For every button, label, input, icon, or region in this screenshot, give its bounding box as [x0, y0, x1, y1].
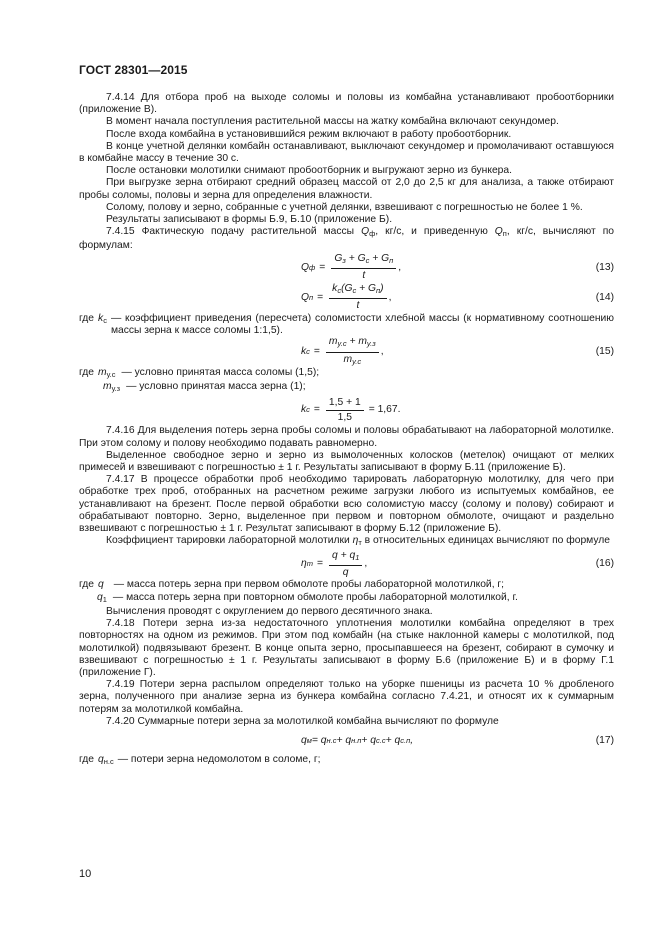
document-header: ГОСТ 28301—2015 [79, 63, 188, 77]
paragraph-7-4-14: 7.4.14 Для отбора проб на выходе соломы и половы из комбайна устанавливают пробоотборники (приложение В). [79, 92, 614, 116]
paragraph-7-4-19: 7.4.19 Потери зерна распылом определяют только на уборке пшеницы из расчета 10 % дробленого зерна, полученного при анализе зерна из бункера комбайна согласно 7.4.21, и относят их к суммарным потерям за молотилкой комбайна. [79, 679, 614, 715]
definition-kc: где $k_с$ — коэффициент приведения (пересчета) соломистости хлебной массы (к нормативному соотношению массы зерна к массе соломы 1:1,5). [79, 312, 614, 336]
definition-q: где q — масса потерь зерна при первом обмолоте пробы лабораторной молотилкой, г; [79, 579, 505, 591]
equation-number: (14) [595, 291, 614, 303]
paragraph-7-4-20: 7.4.20 Суммарные потери зерна за молотилкой комбайна вычисляют по формуле [106, 715, 499, 727]
equation-number: (17) [595, 734, 614, 746]
paragraph: Коэффициент тарировки лабораторной молотилки $\eta_т$ в относительных единицах вычисляют по формуле [106, 535, 611, 548]
paragraph-7-4-17: 7.4.17 В процессе обработки проб необходимо тарировать лабораторную молотилку, для чего при обработке трех проб, отобранных на расчетном режиме загрузки любого из испытуемых комбайнов, ее устанавливают на брезент. После первой обработки всю соломистую массу (солому и полову) собирают и обрабатывают повторно. Зерно, выделенное при первом и повторном обмолоте, очищают и раздельно взвешивают с погрешностью ± 1 г. Результат записывают в форму Б.12 (приложение Б). [79, 474, 614, 535]
page-number: 10 [79, 868, 92, 880]
equation-15-example: k с = $\frac{1,5 + 1}{1,5}$ = 1,67. [301, 396, 401, 423]
equation-number: (15) [595, 345, 614, 357]
eq13-numerator: $G_з + G_с + G_п$ [331, 253, 396, 269]
definition-q1: $q_1$ — масса потерь зерна при повторном обмолоте пробы лабораторной молотилкой, г. [97, 591, 518, 604]
paragraph: Выделенное свободное зерно и зерно из вымолоченных колосков (метелок) очищают от мелких примесей и взвешивают с погрешностью ± 1 г. Результаты записывают в форму Б.11 (приложение Б). [79, 449, 614, 474]
definition-myc: где $m_{у.с}$ — условно принятая масса соломы (1,5); [79, 367, 320, 380]
paragraph-7-4-15: 7.4.15 Фактическую подачу растительной массы $Q_ф$, кг/с, и приведенную $Q_п$, кг/с, вычисляют по формулам: [79, 226, 615, 252]
equation-13: Q ф = $\frac{G_з + G_с + G_п}{t}$ , (13) [301, 252, 614, 282]
paragraph-7-4-16: 7.4.16 Для выделения потерь зерна пробы соломы и половы обрабатывают на лабораторной молотилке. При этом солому и полову необходимо подавать равномерно. [79, 425, 614, 449]
eq16-numerator: $q + q_1$ [329, 550, 362, 566]
equation-14: Q п = $\frac{k_с(G_с + G_п)}{t}$ , (14) [301, 282, 614, 312]
equation-15: k с = $\frac{m_{у.с} + m_{у.з}}{m_{у.с}}$ , (15) [301, 336, 614, 366]
definition-myz: $m_{у.з}$ — условно принятая масса зерна (1); [103, 381, 306, 394]
equation-number: (16) [595, 558, 614, 570]
paragraph: Результаты записывают в формы Б.9, Б.10 (приложение Б). [106, 214, 393, 226]
equation-16: η т = $\frac{q + q_1}{q}$ , (16) [301, 549, 614, 578]
paragraph: Вычисления проводят с округлением до первого десятичного знака. [106, 605, 433, 617]
definition-qnc: где $q_{н.с}$ — потери зерна недомолотом в соломе, г; [79, 753, 321, 766]
eq14-numerator: $k_с(G_с + G_п)$ [329, 283, 386, 299]
equation-17 [79, 728, 614, 754]
equation-number: (13) [595, 261, 614, 273]
paragraph: В конце учетной делянки комбайн останавливают, выключают секундомер и промолачивают оставшуюся в комбайне массу в течение 30 с. [79, 140, 614, 165]
paragraph: В момент начала поступления растительной массы на жатку комбайна включают секундомер. [106, 116, 559, 128]
document-body [79, 92, 614, 768]
paragraph: При выгрузке зерна отбирают средний образец массой от 2,0 до 2,5 кг для анализа, а также отбирают пробы соломы, половы и зерна для определения влажности. [79, 177, 614, 201]
eq15-numerator: $m_{у.с} + m_{у.з}$ [326, 336, 379, 352]
paragraph-7-4-18: 7.4.18 Потери зерна из-за недостаточного уплотнения молотилки комбайна определяют в трех повторностях на одном из режимов. При этом под комбайн (на стыке наклонной камеры с молотилкой, под молотилкой) подвязывают брезент. В конце опыта зерно, просыпавшееся на брезент, собирают в сумочку и взвешивают с погрешностью ± 1 г. Результаты записывают в форму Б.6 (приложение Б) и в форму Г.1 (приложение Г). [79, 618, 614, 678]
paragraph: После остановки молотилки снимают пробоотборник и выгружают зерно из бункера. [106, 165, 512, 177]
paragraph: После входа комбайна в установившийся режим включают в работу пробоотборник. [106, 128, 512, 140]
eq17-body: q м = q н.с + q н.п + q с.с + q с.п , [301, 734, 414, 746]
paragraph: Солому, полову и зерно, собранные с учетной делянки, взвешивают с погрешностью не более 1 %. [106, 201, 583, 213]
